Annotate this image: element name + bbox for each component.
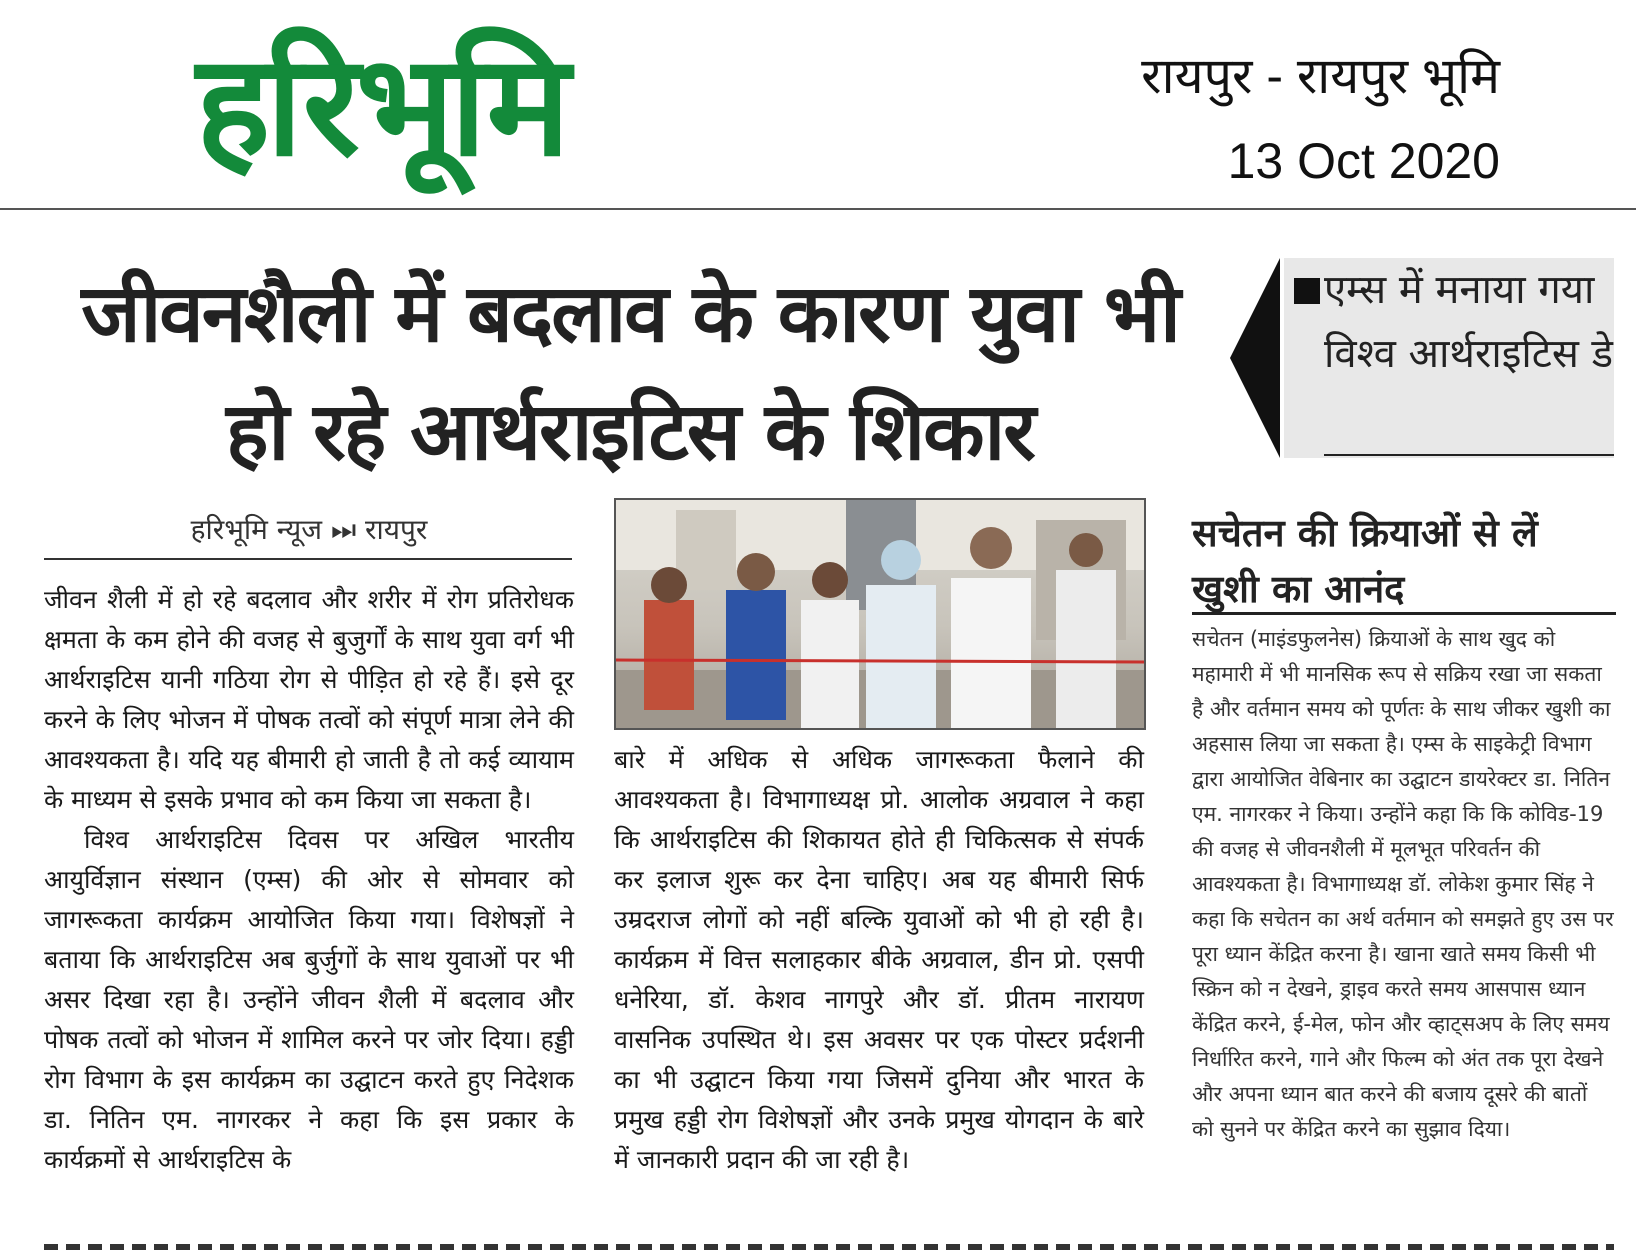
article-paragraph: जीवन शैली में हो रहे बदलाव और शरीर में रोग प्रतिरोधक क्षमता के कम होने की वजह से बुजुर्गों के साथ युवा वर्ग भी आर्थराइटिस यानी गठिया रोग से पीड़ित हो रहे हैं। इसे दूर करने के लिए भोजन में पोषक तत्वों को संपूर्ण मात्रा लेने की आवश्यकता है। यदि यह बीमारी हो जाती है तो कई व्यायाम के माध्यम से इसके प्रभाव को कम किया जा सकता है। [44, 585, 574, 814]
bullet-square-icon [1294, 278, 1320, 304]
sidebar-paragraph: सचेतन (माइंडफुलनेस) क्रियाओं के साथ खुद को महामारी में भी मानसिक रूप से सक्रिय रखा जा सकता है और वर्तमान समय को पूर्णतः के साथ जीकर खुशी का अहसास लिया जा सकता है। एम्स के साइकेट्री विभाग द्वारा आयोजित वेबिनार का उद्घाटन डायरेक्टर डा. नितिन एम. नागरकर ने किया। उन्होंने कहा कि कि कोविड-19 की वजह से जीवनशैली में मूलभूत परिवर्तन की आवश्यकता है। विभागाध्यक्ष डॉ. लोकेश कुमार सिंह ने कहा कि सचेतन का अर्थ वर्तमान को समझते हुए उस पर पूरा ध्यान केंद्रित करना है। खाना खाते समय किसी भी स्क्रिन को न देखने, ड्राइव करते समय आसपास ध्यान केंद्रित करने, ई-मेल, फोन और व्हाट्सअप के लिए समय निर्धारित करने, गाने और फिल्म को अंत तक पूरा देखने और अपना ध्यान बात करने की बजाय दूसरे की बातों को सुनने पर केंद्रित करने का सुझाव दिया। [1192, 627, 1614, 1141]
sidebar-body [1192, 622, 1614, 1147]
byline: हरिभूमि न्यूज ⏭ रायपुर [190, 513, 428, 546]
byline-divider [44, 558, 572, 560]
article-column-1 [44, 580, 574, 1180]
edition-label: रायपुर - रायपुर भूमि [1141, 48, 1500, 104]
kicker-box [1284, 258, 1614, 458]
article-paragraph: विश्व आर्थराइटिस दिवस पर अखिल भारतीय आयुर्विज्ञान संस्थान (एम्स) की ओर से सोमवार को जागरूकता कार्यक्रम आयोजित किया गया। विशेषज्ञों ने बताया कि आर्थराइटिस अब बुर्जुगों के साथ युवाओं पर भी असर दिखा रहा है। उन्होंने जीवन शैली में बदलाव और पोषक तत्वों को भोजन में शामिल करने पर जोर दिया। हड्डी रोग विभाग के इस कार्यक्रम का उद्घाटन करते हुए निदेशक डा. नितिन एम. नागरकर ने कहा कि इस प्रकार के कार्यक्रमों से आर्थराइटिस के [44, 825, 574, 1174]
kicker-text: एम्स में मनाया गया विश्व आर्थराइटिस डे [1324, 267, 1614, 377]
event-photo [614, 498, 1146, 730]
article-paragraph: बारे में अधिक से अधिक जागरूकता फैलाने की आवश्यकता है। विभागाध्यक्ष प्रो. आलोक अग्रवाल ने कहा कि आर्थराइटिस की शिकायत होते ही चिकित्सक से संपर्क कर इलाज शुरू कर देना चाहिए। अब यह बीमारी सिर्फ उम्रदराज लोगों को नहीं बल्कि युवाओं को भी हो रही है। कार्यक्रम में वित्त सलाहकार बीके अग्रवाल, डीन प्रो. एसपी धनेरिया, डॉ. केशव नागपुरे और डॉ. प्रीतम नारायण वासनिक उपस्थित थे। इस अवसर पर एक पोस्टर प्रर्दशनी का भी उद्घाटन किया गया जिसमें दुनिया और भारत के प्रमुख हड्डी रोग विशेषज्ञों और उनके प्रमुख योगदान के बारे में जानकारी प्रदान की जा रही है। [614, 745, 1144, 1174]
ribbon-cutting-photo-image [616, 500, 1144, 728]
newspaper-logo: हरिभूमि [196, 25, 567, 188]
sidebar-headline: सचेतन की क्रियाओं से लें खुशी का आनंद [1192, 511, 1538, 611]
publication-date: 13 Oct 2020 [1227, 133, 1500, 189]
article-headline: जीवनशैली में बदलाव के कारण युवा भी हो रहे आर्थराइटिस के शिकार [81, 267, 1179, 478]
kicker-arrow-icon [1230, 258, 1280, 458]
sidebar-divider [1192, 612, 1616, 615]
bottom-border [44, 1244, 1614, 1250]
masthead [0, 0, 1636, 208]
article-column-2 [614, 740, 1144, 1180]
kicker-divider [1324, 454, 1614, 456]
masthead-divider [0, 208, 1636, 210]
